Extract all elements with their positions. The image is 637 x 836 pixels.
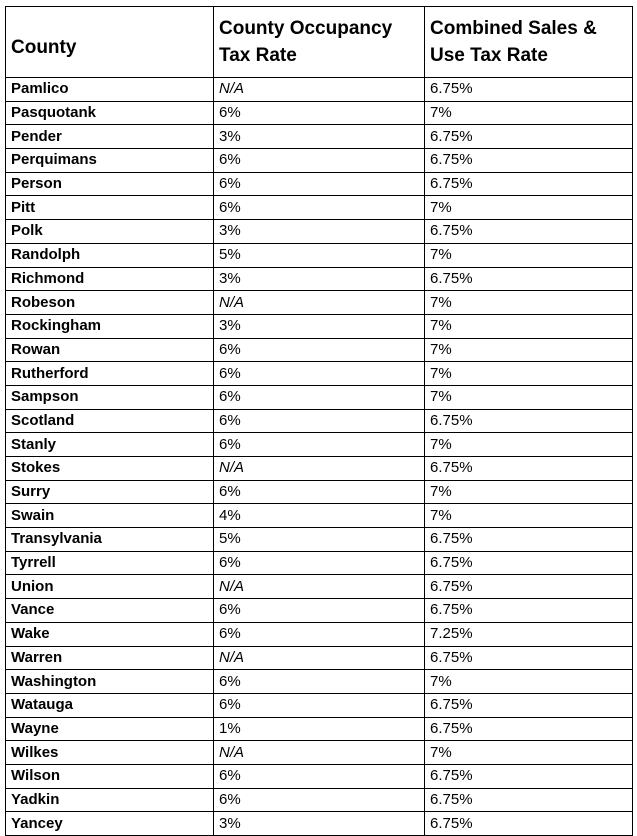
table-row	[6, 551, 633, 575]
cell-combined-sales-tax-rate: 6.75%	[425, 575, 633, 599]
table-row	[6, 125, 633, 149]
cell-occupancy-tax-rate: 6%	[214, 172, 425, 196]
table-row	[6, 220, 633, 244]
cell-county: Yancey	[6, 812, 214, 836]
cell-county: Stokes	[6, 457, 214, 481]
cell-combined-sales-tax-rate: 7%	[425, 741, 633, 765]
cell-combined-sales-tax-rate: 7%	[425, 504, 633, 528]
cell-county: Yadkin	[6, 788, 214, 812]
cell-occupancy-tax-rate: 3%	[214, 267, 425, 291]
cell-county: Richmond	[6, 267, 214, 291]
cell-combined-sales-tax-rate: 6.75%	[425, 764, 633, 788]
table-row	[6, 457, 633, 481]
table-row	[6, 362, 633, 386]
cell-occupancy-tax-rate: 6%	[214, 385, 425, 409]
table-row	[6, 575, 633, 599]
cell-occupancy-tax-rate: N/A	[214, 646, 425, 670]
table-header	[6, 7, 633, 78]
table-row	[6, 101, 633, 125]
table-row	[6, 385, 633, 409]
table-row	[6, 480, 633, 504]
table-row	[6, 528, 633, 552]
cell-combined-sales-tax-rate: 7%	[425, 291, 633, 315]
cell-combined-sales-tax-rate: 7%	[425, 480, 633, 504]
cell-occupancy-tax-rate: 6%	[214, 693, 425, 717]
table-row	[6, 670, 633, 694]
cell-county: Tyrrell	[6, 551, 214, 575]
cell-combined-sales-tax-rate: 7%	[425, 196, 633, 220]
tax-rate-table	[5, 6, 633, 836]
cell-occupancy-tax-rate: N/A	[214, 575, 425, 599]
cell-county: Warren	[6, 646, 214, 670]
cell-combined-sales-tax-rate: 7%	[425, 243, 633, 267]
cell-county: Sampson	[6, 385, 214, 409]
cell-occupancy-tax-rate: 6%	[214, 599, 425, 623]
cell-occupancy-tax-rate: 4%	[214, 504, 425, 528]
table-row	[6, 741, 633, 765]
cell-combined-sales-tax-rate: 6.75%	[425, 717, 633, 741]
cell-occupancy-tax-rate: N/A	[214, 741, 425, 765]
table-row	[6, 599, 633, 623]
cell-county: Swain	[6, 504, 214, 528]
cell-county: Person	[6, 172, 214, 196]
table-row	[6, 788, 633, 812]
cell-combined-sales-tax-rate: 7%	[425, 101, 633, 125]
cell-county: Perquimans	[6, 149, 214, 173]
table-row	[6, 646, 633, 670]
cell-combined-sales-tax-rate: 7%	[425, 433, 633, 457]
cell-occupancy-tax-rate: 5%	[214, 528, 425, 552]
cell-county: Randolph	[6, 243, 214, 267]
cell-combined-sales-tax-rate: 7%	[425, 362, 633, 386]
cell-occupancy-tax-rate: 6%	[214, 670, 425, 694]
table-row	[6, 314, 633, 338]
cell-combined-sales-tax-rate: 6.75%	[425, 528, 633, 552]
cell-occupancy-tax-rate: 6%	[214, 362, 425, 386]
table-row	[6, 172, 633, 196]
cell-county: Stanly	[6, 433, 214, 457]
cell-occupancy-tax-rate: 5%	[214, 243, 425, 267]
cell-county: Rockingham	[6, 314, 214, 338]
cell-county: Wilson	[6, 764, 214, 788]
table-row	[6, 338, 633, 362]
cell-combined-sales-tax-rate: 7%	[425, 338, 633, 362]
cell-combined-sales-tax-rate: 6.75%	[425, 172, 633, 196]
cell-occupancy-tax-rate: 3%	[214, 125, 425, 149]
cell-occupancy-tax-rate: 6%	[214, 409, 425, 433]
cell-combined-sales-tax-rate: 6.75%	[425, 693, 633, 717]
cell-county: Wilkes	[6, 741, 214, 765]
cell-occupancy-tax-rate: 6%	[214, 196, 425, 220]
cell-county: Surry	[6, 480, 214, 504]
table-row	[6, 622, 633, 646]
cell-combined-sales-tax-rate: 7%	[425, 670, 633, 694]
cell-occupancy-tax-rate: 3%	[214, 314, 425, 338]
table-row	[6, 291, 633, 315]
cell-occupancy-tax-rate: N/A	[214, 78, 425, 102]
cell-occupancy-tax-rate: 6%	[214, 338, 425, 362]
cell-county: Robeson	[6, 291, 214, 315]
cell-combined-sales-tax-rate: 6.75%	[425, 78, 633, 102]
cell-county: Washington	[6, 670, 214, 694]
table-body	[6, 78, 633, 836]
cell-county: Wayne	[6, 717, 214, 741]
table-row	[6, 78, 633, 102]
table-row	[6, 764, 633, 788]
cell-combined-sales-tax-rate: 6.75%	[425, 125, 633, 149]
header-occupancy-tax-rate: County Occupancy Tax Rate	[214, 7, 425, 78]
cell-county: Scotland	[6, 409, 214, 433]
cell-occupancy-tax-rate: 3%	[214, 220, 425, 244]
table-row	[6, 504, 633, 528]
header-county: County	[6, 7, 214, 78]
cell-combined-sales-tax-rate: 6.75%	[425, 551, 633, 575]
cell-combined-sales-tax-rate: 6.75%	[425, 149, 633, 173]
cell-county: Rutherford	[6, 362, 214, 386]
cell-combined-sales-tax-rate: 7%	[425, 314, 633, 338]
cell-occupancy-tax-rate: 6%	[214, 433, 425, 457]
cell-combined-sales-tax-rate: 6.75%	[425, 220, 633, 244]
header-combined-sales-tax-rate: Combined Sales & Use Tax Rate	[425, 7, 633, 78]
table-row	[6, 149, 633, 173]
cell-occupancy-tax-rate: 6%	[214, 764, 425, 788]
cell-county: Rowan	[6, 338, 214, 362]
cell-combined-sales-tax-rate: 6.75%	[425, 788, 633, 812]
cell-county: Union	[6, 575, 214, 599]
cell-combined-sales-tax-rate: 6.75%	[425, 599, 633, 623]
cell-occupancy-tax-rate: 6%	[214, 622, 425, 646]
cell-occupancy-tax-rate: 6%	[214, 551, 425, 575]
cell-county: Wake	[6, 622, 214, 646]
table-row	[6, 693, 633, 717]
cell-combined-sales-tax-rate: 6.75%	[425, 646, 633, 670]
cell-combined-sales-tax-rate: 7%	[425, 385, 633, 409]
cell-county: Pitt	[6, 196, 214, 220]
cell-occupancy-tax-rate: 6%	[214, 480, 425, 504]
cell-occupancy-tax-rate: 1%	[214, 717, 425, 741]
cell-county: Vance	[6, 599, 214, 623]
cell-county: Pender	[6, 125, 214, 149]
table-row	[6, 267, 633, 291]
cell-occupancy-tax-rate: 6%	[214, 101, 425, 125]
cell-county: Polk	[6, 220, 214, 244]
cell-occupancy-tax-rate: 6%	[214, 788, 425, 812]
cell-occupancy-tax-rate: N/A	[214, 457, 425, 481]
cell-county: Pamlico	[6, 78, 214, 102]
cell-county: Transylvania	[6, 528, 214, 552]
cell-combined-sales-tax-rate: 6.75%	[425, 457, 633, 481]
table-row	[6, 409, 633, 433]
cell-combined-sales-tax-rate: 6.75%	[425, 267, 633, 291]
cell-occupancy-tax-rate: 3%	[214, 812, 425, 836]
table-row	[6, 717, 633, 741]
cell-county: Watauga	[6, 693, 214, 717]
cell-occupancy-tax-rate: N/A	[214, 291, 425, 315]
header-row	[6, 7, 633, 78]
table-row	[6, 243, 633, 267]
cell-combined-sales-tax-rate: 6.75%	[425, 812, 633, 836]
cell-county: Pasquotank	[6, 101, 214, 125]
cell-combined-sales-tax-rate: 6.75%	[425, 409, 633, 433]
cell-occupancy-tax-rate: 6%	[214, 149, 425, 173]
table-row	[6, 433, 633, 457]
cell-combined-sales-tax-rate: 7.25%	[425, 622, 633, 646]
table-row	[6, 812, 633, 836]
table-row	[6, 196, 633, 220]
